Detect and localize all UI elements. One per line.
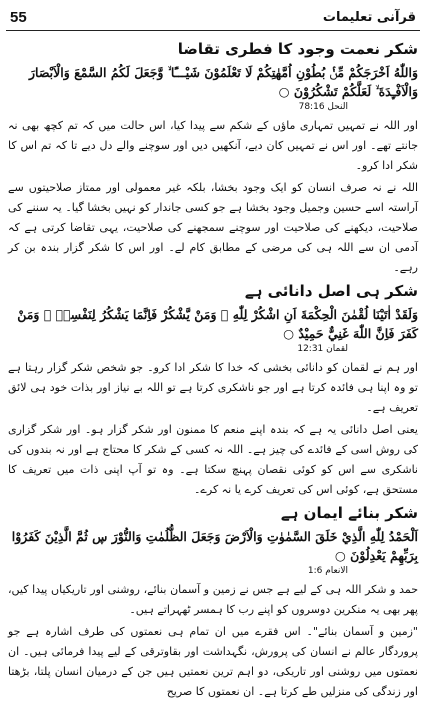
- reference-line: [8, 101, 418, 114]
- paragraph: اور اللہ نے تمہیں تمہاری ماؤں کے شکم سے پیدا کیا، اس حالت میں کہ تم کچھ بھی نہ جانتے تھے۔ اور اس نے تمہیں کان دیے، آنکھیں دیں اور سوچنے والے دل دیے تا کہ تم اس کا شکر ادا کرو۔: [8, 119, 418, 172]
- section-heading: شکر بنائے ایمان ہے: [280, 504, 418, 522]
- paragraph: حمد و شکر اللہ ہی کے لیے ہے جس نے زمین و آسمان بنائے، روشنی اور تاریکیاں پیدا کیں، پھر بھی یہ منکرین دوسروں کو اپنے رب کا ہمسر ٹھہراتے ہیں۔: [8, 583, 418, 616]
- quran-verse: وَلَقَدْ اٰتَيْنَا لُقْمٰنَ الْحِكْمَةَ اَنِ اشْكُرْ لِلّٰهِ ۭ وَمَنْ يَّشْكُرْ فَاِنَّمَا يَشْكُرُ لِنَفْسِهٖ ۚ وَمَنْ كَفَرَ فَاِنَّ اللّٰهَ غَنِيٌّ حَمِيْدٌ ○: [17, 307, 418, 341]
- reference-line: [8, 343, 418, 356]
- paragraph: یعنی اصل دانائی یہ ہے کہ بندہ اپنے منعم کا ممنون اور شکر گزار ہو۔ اور شکر گزاری کی روش اسی کے فائدے کی چیز ہے۔ اللہ نہ کسی کے شکر کا محتاج ہے اور نہ بندوں کی ناشکری سے اس کو کوئی نقصان پہنچ سکتا ہے۔ وہ تو آپ اپنی ذات میں تعریف کا مستحق ہے، کوئی اس کی تعریف کرے یا نہ کرے۔: [8, 423, 418, 496]
- running-title: قرآنی تعلیمات: [322, 9, 416, 25]
- verse-reference: لقمان 12:31: [297, 344, 348, 354]
- paragraph: "زمین و آسمان بنائے"۔ اس فقرے میں ان تمام ہی نعمتوں کی طرف اشارہ ہے جو پروردگار عالم نے انسان کی پرورش، نگہداشت اور بقاوترقی کے لیے پیدا فرمائی ہیں۔ ان نعمتوں میں روشنی اور تاریکی، دو اہم ترین نعمتیں ہیں جن کے درمیان انسان پلتا، بڑھتا اور زندگی کی منزلیں طے کرتا ہے۔ ان نعمتوں کا صریح: [8, 625, 418, 698]
- quran-verse: اَلْحَمْدُ لِلّٰهِ الَّذِيْ خَلَقَ السَّمٰوٰتِ وَالْاَرْضَ وَجَعَلَ الظُّلُمٰتِ وَالنُّوْرَ ڛ ثُمَّ الَّذِيْنَ كَفَرُوْا بِرَبِّهِمْ يَعْدِلُوْنَ ○: [11, 529, 418, 563]
- verse-reference: النحل 78:16: [298, 102, 348, 112]
- quran-verse: وَاللّٰهُ اَخْرَجَكُمْ مِّنْۢ بُطُوْنِ اُمَّهٰتِكُمْ لَا تَعْلَمُوْنَ شَيْـــًٔا ۙ وَّجَعَلَ لَكُمُ السَّمْعَ وَالْاَبْصَارَ وَالْاَفْـِٕدَةَ ۙ لَعَلَّكُمْ تَشْكُرُوْنَ ○: [29, 65, 418, 99]
- section-heading: شکر ہی اصل دانائی ہے: [244, 282, 418, 300]
- section-gratitude-for-existence: [8, 38, 418, 278]
- section-heading: شکر نعمت وجود کا فطری تقاضا: [177, 40, 418, 58]
- paragraph: اللہ نے نہ صرف انسان کو ایک وجود بخشا، بلکہ غیر معمولی اور ممتاز صلاحیتوں سے آراستہ اسے حسین وجمیل وجود بخشا ہے جو کسی جاندار کو نہیں بخشا گیا۔ یہ سننے کی صلاحیت، دیکھنے کی صلاحیت اور سوچنے سمجھنے کی صلاحیت، یہی تقاضا کرتی ہے کہ آدمی ان سے اللہ ہی کی مرضی کے مطابق کام لے۔ اور اس کا شکر گزار بندہ بن کر رہے۔: [8, 181, 418, 274]
- verse-reference: الانعام 1:6: [307, 566, 348, 576]
- reference-line: [8, 565, 418, 578]
- page-header: [6, 4, 420, 31]
- page-number: 55: [10, 8, 27, 26]
- section-gratitude-basis-of-faith: [8, 502, 418, 702]
- paragraph: اور ہم نے لقمان کو دانائی بخشی کہ خدا کا شکر ادا کرو۔ جو شخص شکر گزار رہتا ہے تو وہ اپنا ہی فائدہ کرتا ہے اور جو ناشکری کرتا ہے تو اللہ بے نیاز اور بذات خود ہی لائق تعریف ہے۔: [8, 361, 418, 414]
- page-content: [8, 36, 418, 698]
- section-gratitude-is-wisdom: [8, 280, 418, 500]
